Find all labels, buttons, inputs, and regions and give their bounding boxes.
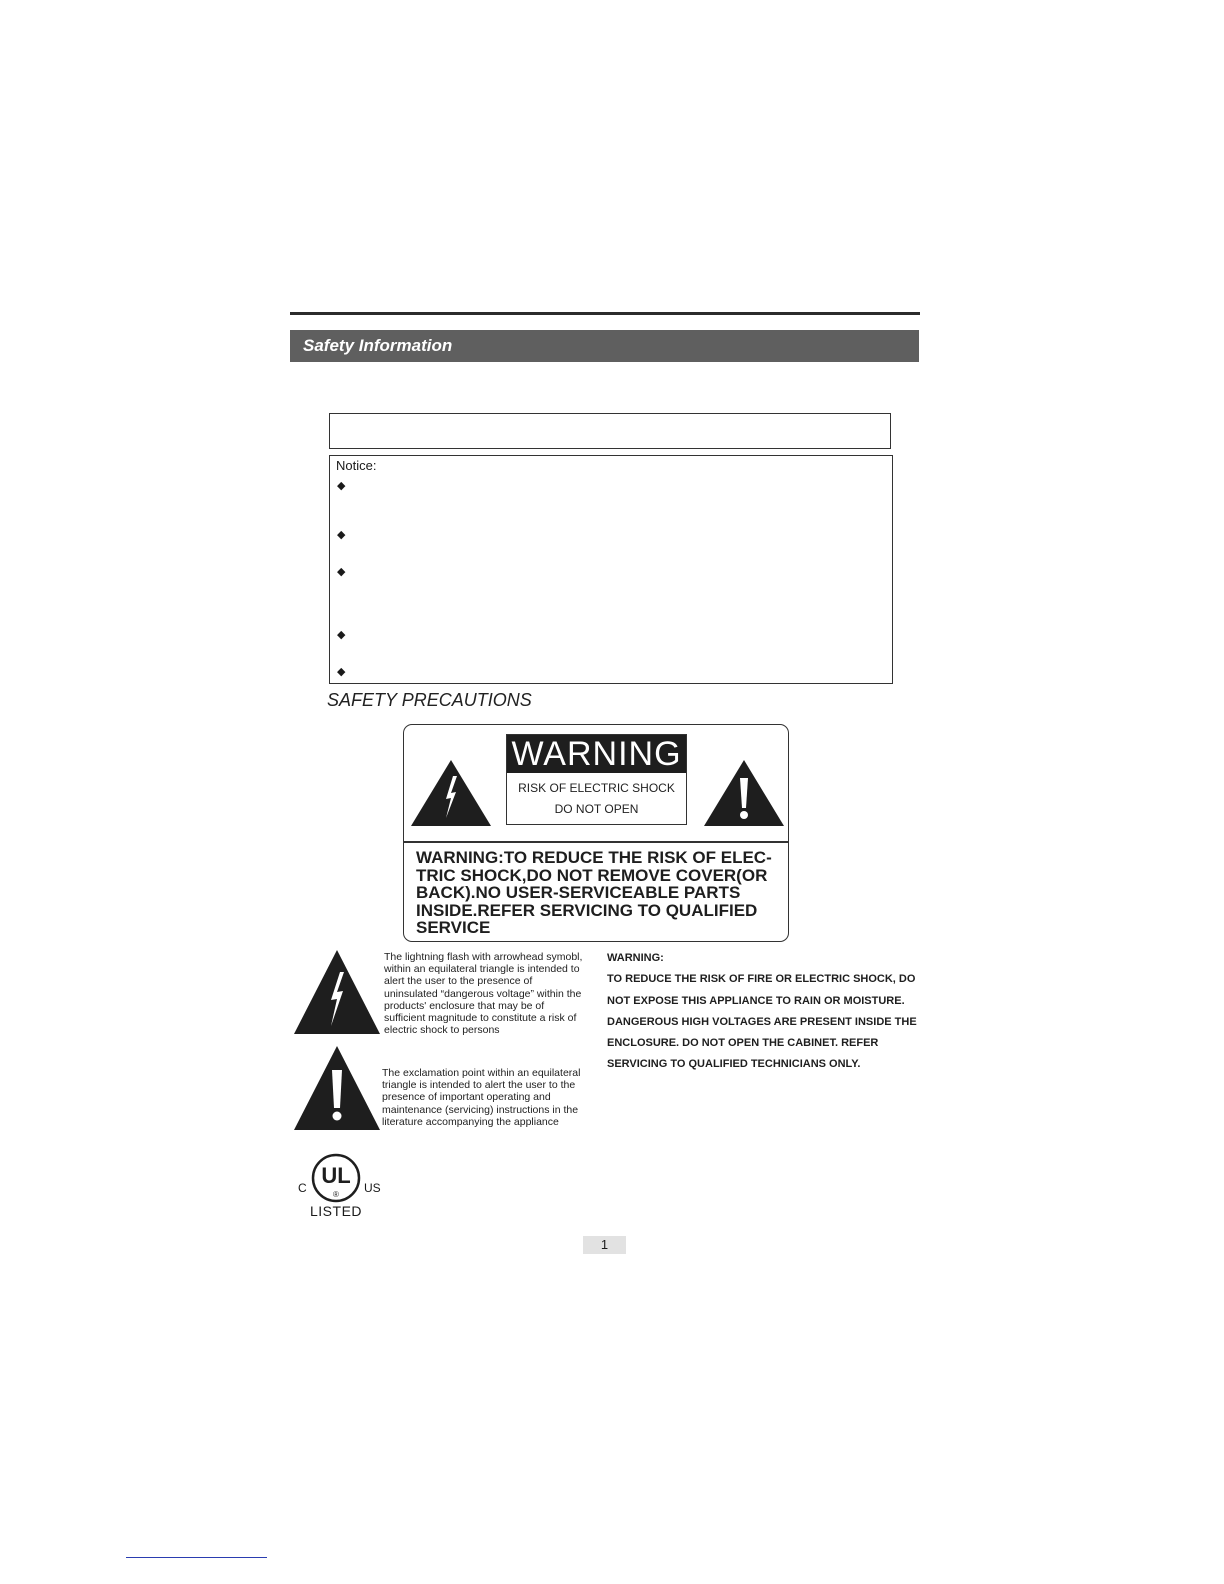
warning-body-line: TRIC SHOCK,DO NOT REMOVE COVER(OR bbox=[416, 865, 768, 885]
right-warning-line: SERVICING TO QUALIFIED TECHNICIANS ONLY. bbox=[607, 1058, 861, 1071]
warning-title: WARNING bbox=[507, 735, 686, 773]
right-warning-heading: WARNING: bbox=[607, 952, 664, 964]
page-number: 1 bbox=[583, 1236, 626, 1254]
exclamation-description bbox=[382, 1067, 580, 1128]
warning-label-divider bbox=[404, 841, 788, 843]
right-warning-line: ENCLOSURE. DO NOT OPEN THE CABINET. REFER bbox=[607, 1037, 879, 1050]
description-line: uninsulated “dangerous voltage” within the bbox=[384, 987, 582, 1000]
description-line: The lightning flash with arrowhead symobl, bbox=[384, 951, 583, 963]
right-warning-line: NOT EXPOSE THIS APPLIANCE TO RAIN OR MOISTURE. bbox=[607, 994, 905, 1007]
warning-body-line: BACK).NO USER-SERVICEABLE PARTS bbox=[416, 883, 741, 902]
ul-us-mark: US bbox=[364, 1181, 381, 1195]
blank-notice-box bbox=[329, 413, 891, 449]
right-warning-line: DANGEROUS HIGH VOLTAGES ARE PRESENT INSIDE THE bbox=[607, 1015, 917, 1028]
notice-bullet: ◆ bbox=[337, 629, 346, 641]
notice-bullet: ◆ bbox=[337, 529, 346, 541]
ul-c-mark: C bbox=[298, 1181, 307, 1195]
warning-body-line: SERVICE bbox=[416, 918, 491, 937]
lightning-triangle-icon bbox=[411, 760, 491, 826]
description-line: maintenance (servicing) instructions in the bbox=[382, 1103, 579, 1116]
description-line: sufficient magnitude to constitute a risk of bbox=[384, 1012, 577, 1025]
warning-subtitle-line2: DO NOT OPEN bbox=[554, 802, 639, 816]
warning-body-line: WARNING:TO REDUCE THE RISK OF ELEC- bbox=[416, 848, 772, 867]
lightning-triangle-icon bbox=[294, 950, 380, 1034]
description-line: presence of important operating and bbox=[382, 1091, 551, 1104]
ul-listed-logo bbox=[310, 1152, 362, 1204]
ul-text: UL bbox=[321, 1163, 351, 1188]
notice-bullet: ◆ bbox=[337, 566, 346, 578]
exclamation-triangle-icon bbox=[294, 1046, 380, 1130]
right-warning bbox=[607, 948, 917, 1076]
footer-link-underline[interactable] bbox=[126, 1557, 267, 1558]
ul-listed-text: LISTED bbox=[310, 1203, 363, 1219]
right-warning-line: TO REDUCE THE RISK OF FIRE OR ELECTRIC SHOCK, DO bbox=[607, 973, 916, 986]
registered-mark: ® bbox=[333, 1190, 339, 1199]
description-line: alert the user to the presence of bbox=[384, 975, 533, 988]
description-line: triangle is intended to alert the user to the bbox=[382, 1079, 576, 1092]
description-line: The exclamation point within an equilateral bbox=[382, 1067, 581, 1079]
warning-subtitle-line1: RISK OF ELECTRIC SHOCK bbox=[518, 781, 675, 795]
description-line: within an equilateral triangle is intended to bbox=[384, 963, 580, 976]
lightning-description bbox=[384, 951, 582, 1036]
notice-bullet: ◆ bbox=[337, 480, 346, 492]
exclamation-triangle-icon bbox=[704, 760, 784, 826]
notice-bullet: ◆ bbox=[337, 666, 346, 678]
safety-precautions-heading: SAFETY PRECAUTIONS bbox=[327, 690, 532, 710]
description-line: literature accompanying the appliance bbox=[382, 1115, 559, 1128]
warning-body-line: INSIDE.REFER SERVICING TO QUALIFIED bbox=[416, 900, 758, 920]
notice-box bbox=[329, 455, 893, 684]
description-line: products' enclosure that may be of bbox=[384, 999, 545, 1012]
notice-label: Notice: bbox=[336, 458, 377, 473]
description-line: electric shock to persons bbox=[384, 1024, 500, 1037]
warning-body bbox=[416, 849, 786, 937]
section-header: Safety Information bbox=[290, 330, 919, 362]
top-rule bbox=[290, 312, 920, 315]
